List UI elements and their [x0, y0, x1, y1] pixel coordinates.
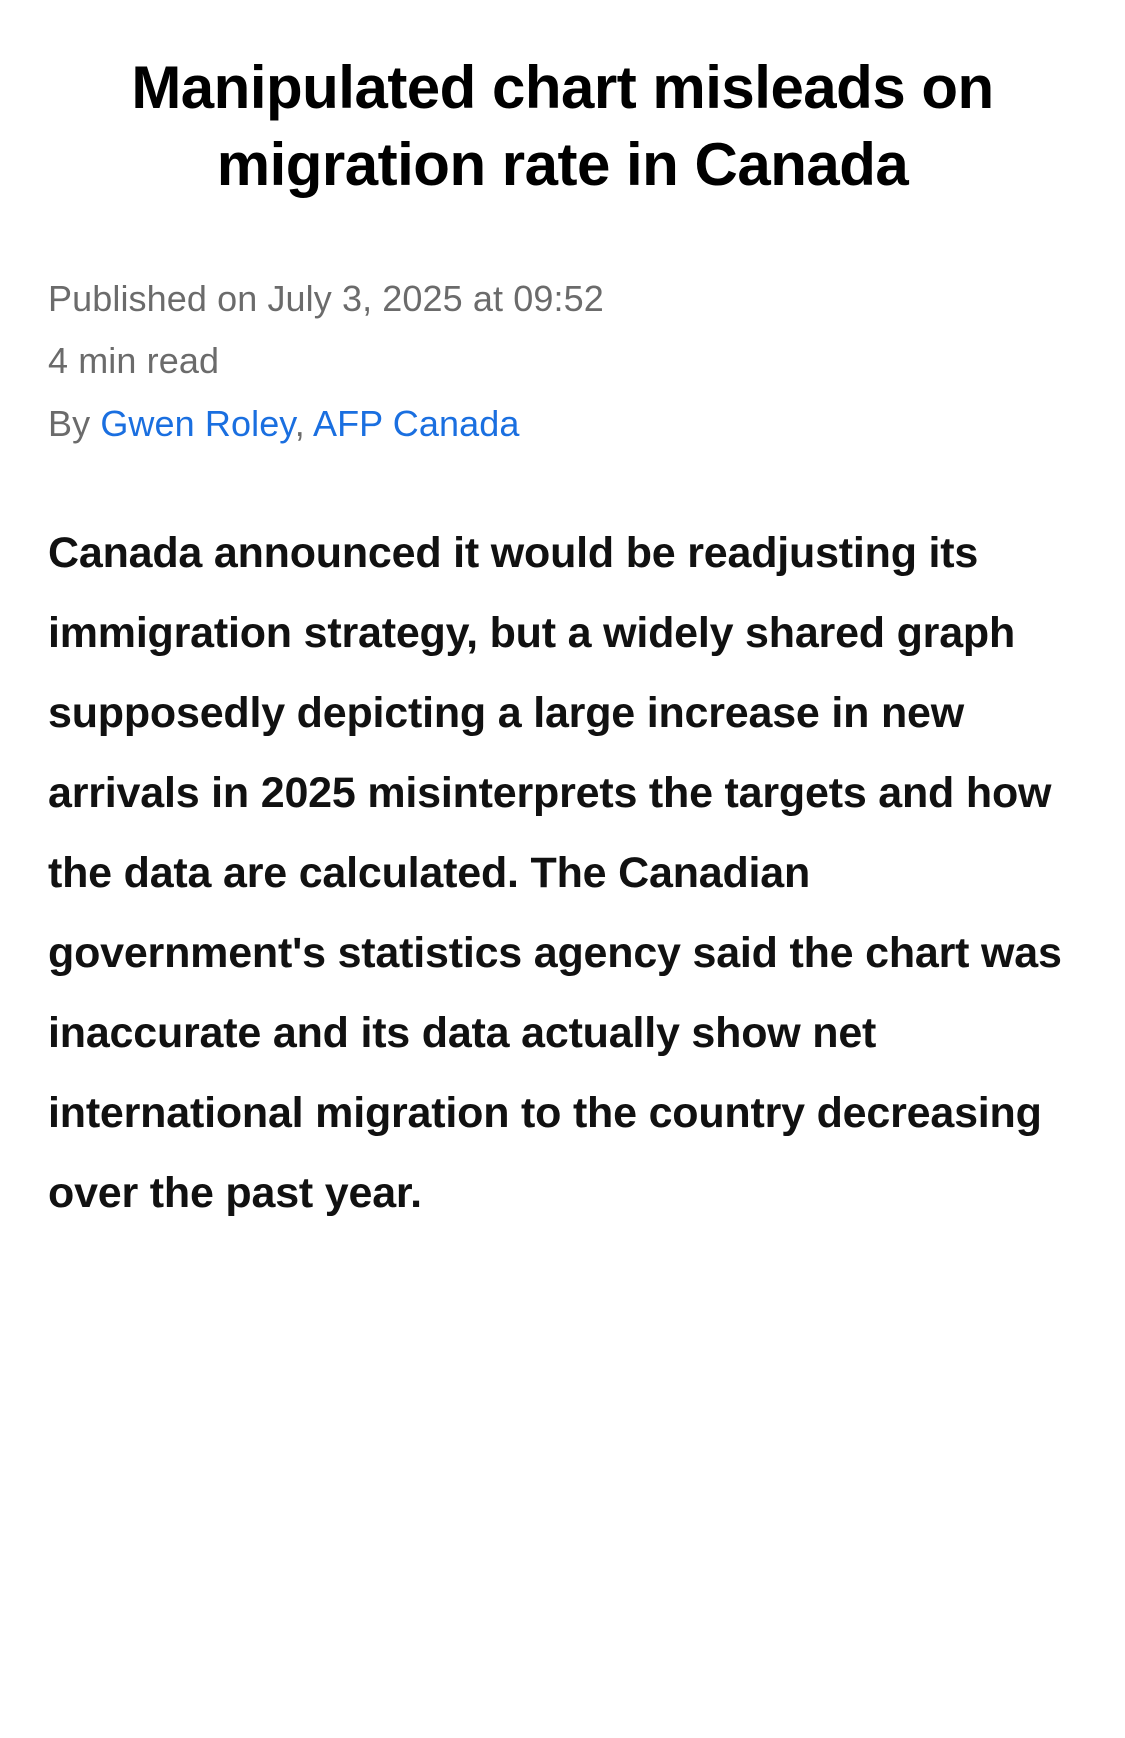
byline-prefix: By	[48, 403, 101, 445]
organization-link[interactable]: AFP Canada	[312, 403, 520, 445]
read-time: 4 min read	[48, 340, 220, 382]
article-meta	[48, 272, 1077, 452]
published-timestamp: Published on July 3, 2025 at 09:52	[48, 277, 604, 319]
byline	[48, 397, 1077, 452]
page-title: Manipulated chart misleads on migration rate in Canada	[131, 54, 994, 198]
byline-separator: ,	[294, 403, 313, 445]
article-lede: Canada announced it would be readjusting its immigration strategy, but a widely shared graph supposedly depicting a large increase in new arrivals in 2025 misinterprets the targets and how the data are calculated. The Canadian government's statistics agency said the chart was inaccurate and its data actually show net international migration to the country decreasing over the past year.	[48, 528, 1062, 1217]
author-link[interactable]: Gwen Roley	[100, 403, 295, 445]
